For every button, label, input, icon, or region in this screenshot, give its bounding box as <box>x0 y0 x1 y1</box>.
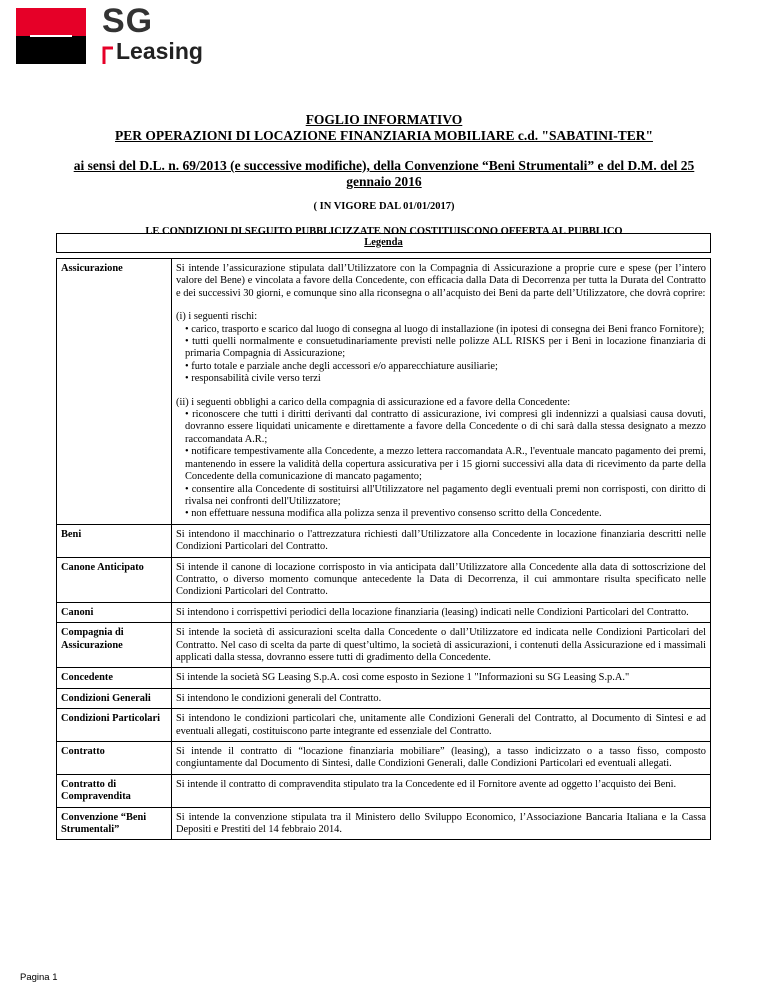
logo-product-text: Leasing <box>116 38 203 64</box>
obligations-title: (ii) i seguenti obblighi a carico della compagnia di assicurazione ed a favore della Concedente: <box>176 396 571 408</box>
risk-item: • tutti quelli normalmente e consuetudinariamente previsti nelle polizze ALL RISKS per i Beni in locazione finanziaria di primaria Compagnia di Assicurazione; <box>185 336 706 360</box>
glossary-row <box>57 742 711 775</box>
glossary-term: Convenzione “Beni Strumentali” <box>57 807 172 840</box>
disclaimer: LE CONDIZIONI DI SEGUITO PUBBLICIZZATE NON COSTITUISCONO OFFERTA AL PUBBLICO <box>145 226 623 237</box>
glossary-term: Condizioni Particolari <box>57 709 172 742</box>
legend-heading: Legenda <box>56 233 711 253</box>
glossary-term: Beni <box>57 524 172 557</box>
validity-date: ( IN VIGORE DAL 01/01/2017) <box>313 201 455 212</box>
sg-leasing-logo <box>16 2 203 66</box>
glossary-definition: Si intendono le condizioni particolari che, unitamente alle Condizioni Generali del Contratto, al Documento di Sintesi e ad eventuali allegati, costituiscono parte integrante ed essenziale del Contratto. <box>172 709 711 742</box>
logo-hook-icon <box>102 46 114 64</box>
logo-brand-text: SG <box>102 2 154 40</box>
obligation-item: • non effettuare nessuna modifica alla polizza senza il preventivo consenso scritto della Concedente. <box>185 508 602 520</box>
glossary-term: Contratto <box>57 742 172 775</box>
glossary-definition: Si intende il contratto di “locazione finanziaria mobiliare” (leasing), a tasso indicizzato o a tasso fisso, composto congiuntamente dal Documento di Sintesi, dalle Condizioni Generali, dalle Condizioni Particolari ed eventuali allegati. <box>172 742 711 775</box>
definition-intro: Si intende l’assicurazione stipulata dall’Utilizzatore con la Compagnia di Assicurazione a proprie cure e spese (per l’intero valore del Bene) e vincolata a favore della Concedente, con efficacia dalla Data di Decorrenza per tutta la Durata del Contratto e dei successivi 30 giorni, e comunque sino alla riconsegna o all’acquisto dei Beni da parte dell’Utilizzatore, che dovrà coprire: <box>176 263 706 299</box>
obligations-section <box>176 397 706 521</box>
glossary-row <box>57 602 711 622</box>
glossary-row <box>57 688 711 708</box>
glossary-term: Concedente <box>57 668 172 688</box>
glossary-term: Condizioni Generali <box>57 688 172 708</box>
risks-section <box>176 311 706 385</box>
glossary-term: Canoni <box>57 602 172 622</box>
glossary-row <box>57 709 711 742</box>
obligation-item: • riconoscere che tutti i diritti derivanti dal contratto di assicurazione, ivi compresi gli indennizzi a qualsiasi causa dovuti, dovranno essere liquidati unicamente e direttamente a favore della Concedente o di chi sarà dalla stessa designato a mezzo raccomandata A.R.; <box>185 409 706 445</box>
document-title: FOGLIO INFORMATIVO <box>305 112 463 127</box>
glossary-row <box>57 524 711 557</box>
page-number: Pagina 1 <box>20 972 58 983</box>
glossary-row <box>57 259 711 525</box>
glossary-row <box>57 623 711 668</box>
obligation-item: • notificare tempestivamente alla Concedente, a mezzo lettera raccomandata A.R., l'eventuale mancato pagamento dei premi, mantenendo in essere la validità della copertura assicurativa per i 15 giorni successivi alla data di ricevimento da parte della Concedente della comunicazione di mancato pagamento; <box>185 446 706 483</box>
glossary-definition <box>172 259 711 525</box>
document-header <box>40 112 728 237</box>
logo-red-block <box>16 8 86 36</box>
legal-reference: ai sensi del D.L. n. 69/2013 (e successive modifiche), della Convenzione “Beni Strumentali” e del D.M. del 25 gennaio 2016 <box>73 158 695 189</box>
glossary-definition: Si intendono i corrispettivi periodici della locazione finanziaria (leasing) indicati nelle Condizioni Particolari del Contratto. <box>172 602 711 622</box>
logo-white-bar <box>30 35 72 37</box>
glossary-row <box>57 668 711 688</box>
glossary-term: Canone Anticipato <box>57 557 172 602</box>
glossary-row <box>57 807 711 840</box>
glossary-term: Compagnia di Assicurazione <box>57 623 172 668</box>
glossary-term: Assicurazione <box>57 259 172 525</box>
obligation-item: • consentire alla Concedente di sostituirsi all'Utilizzatore nel pagamento degli eventuali premi non corrisposti, con diritto di rivalsa nei confronti dell'Utilizzatore; <box>185 483 706 507</box>
glossary-definition: Si intendono il macchinario o l'attrezzatura richiesti dall’Utilizzatore alla Concedente in locazione finanziaria descritti nelle Condizioni Particolari del Contratto. <box>172 524 711 557</box>
risk-item: • furto totale e parziale anche degli accessori e/o apparecchiature ausiliarie; <box>185 360 498 372</box>
risks-title: (i) i seguenti rischi: <box>176 311 258 323</box>
glossary-definition: Si intende il canone di locazione corrisposto in via anticipata dall’Utilizzatore alla Concedente alla data di sottoscrizione del Contratto, o diverso momento comunque antecedente la Data di Decorrenza, il cui ammontare risulta specificato nelle Condizioni Particolari del Contratto. <box>172 557 711 602</box>
glossary-definition: Si intende la società di assicurazioni scelta dalla Concedente o dall’Utilizzatore ed indicata nelle Condizioni Particolari del Contratto. Nel caso di scelta da parte di quest’ultimo, la società di assicurazioni, i contenuti della Assicurazione ed i massimali applicati dalla stessa, dovranno essere tutti di gradimento della Concedente. <box>172 623 711 668</box>
glossary-table <box>56 258 711 840</box>
glossary-term: Contratto di Compravendita <box>57 774 172 807</box>
glossary-definition: Si intende la società SG Leasing S.p.A. così come esposto in Sezione 1 "Informazioni su SG Leasing S.p.A." <box>172 668 711 688</box>
glossary-definition: Si intendono le condizioni generali del Contratto. <box>172 688 711 708</box>
document-subtitle: PER OPERAZIONI DI LOCAZIONE FINANZIARIA MOBILIARE c.d. "SABATINI-TER" <box>115 128 653 143</box>
glossary-definition: Si intende la convenzione stipulata tra il Ministero dello Sviluppo Economico, l’Associazione Bancaria Italiana e la Cassa Depositi e Prestiti del 14 febbraio 2014. <box>172 807 711 840</box>
logo-black-block <box>16 36 86 64</box>
risk-item: • responsabilità civile verso terzi <box>185 373 321 385</box>
glossary-row <box>57 557 711 602</box>
glossary-definition: Si intende il contratto di compravendita stipulato tra la Concedente ed il Fornitore avente ad oggetto l’acquisto dei Beni. <box>172 774 711 807</box>
risk-item: • carico, trasporto e scarico dal luogo di consegna al luogo di installazione (in ipotesi di consegna dei Beni franco Fornitore); <box>185 323 705 335</box>
glossary-row <box>57 774 711 807</box>
